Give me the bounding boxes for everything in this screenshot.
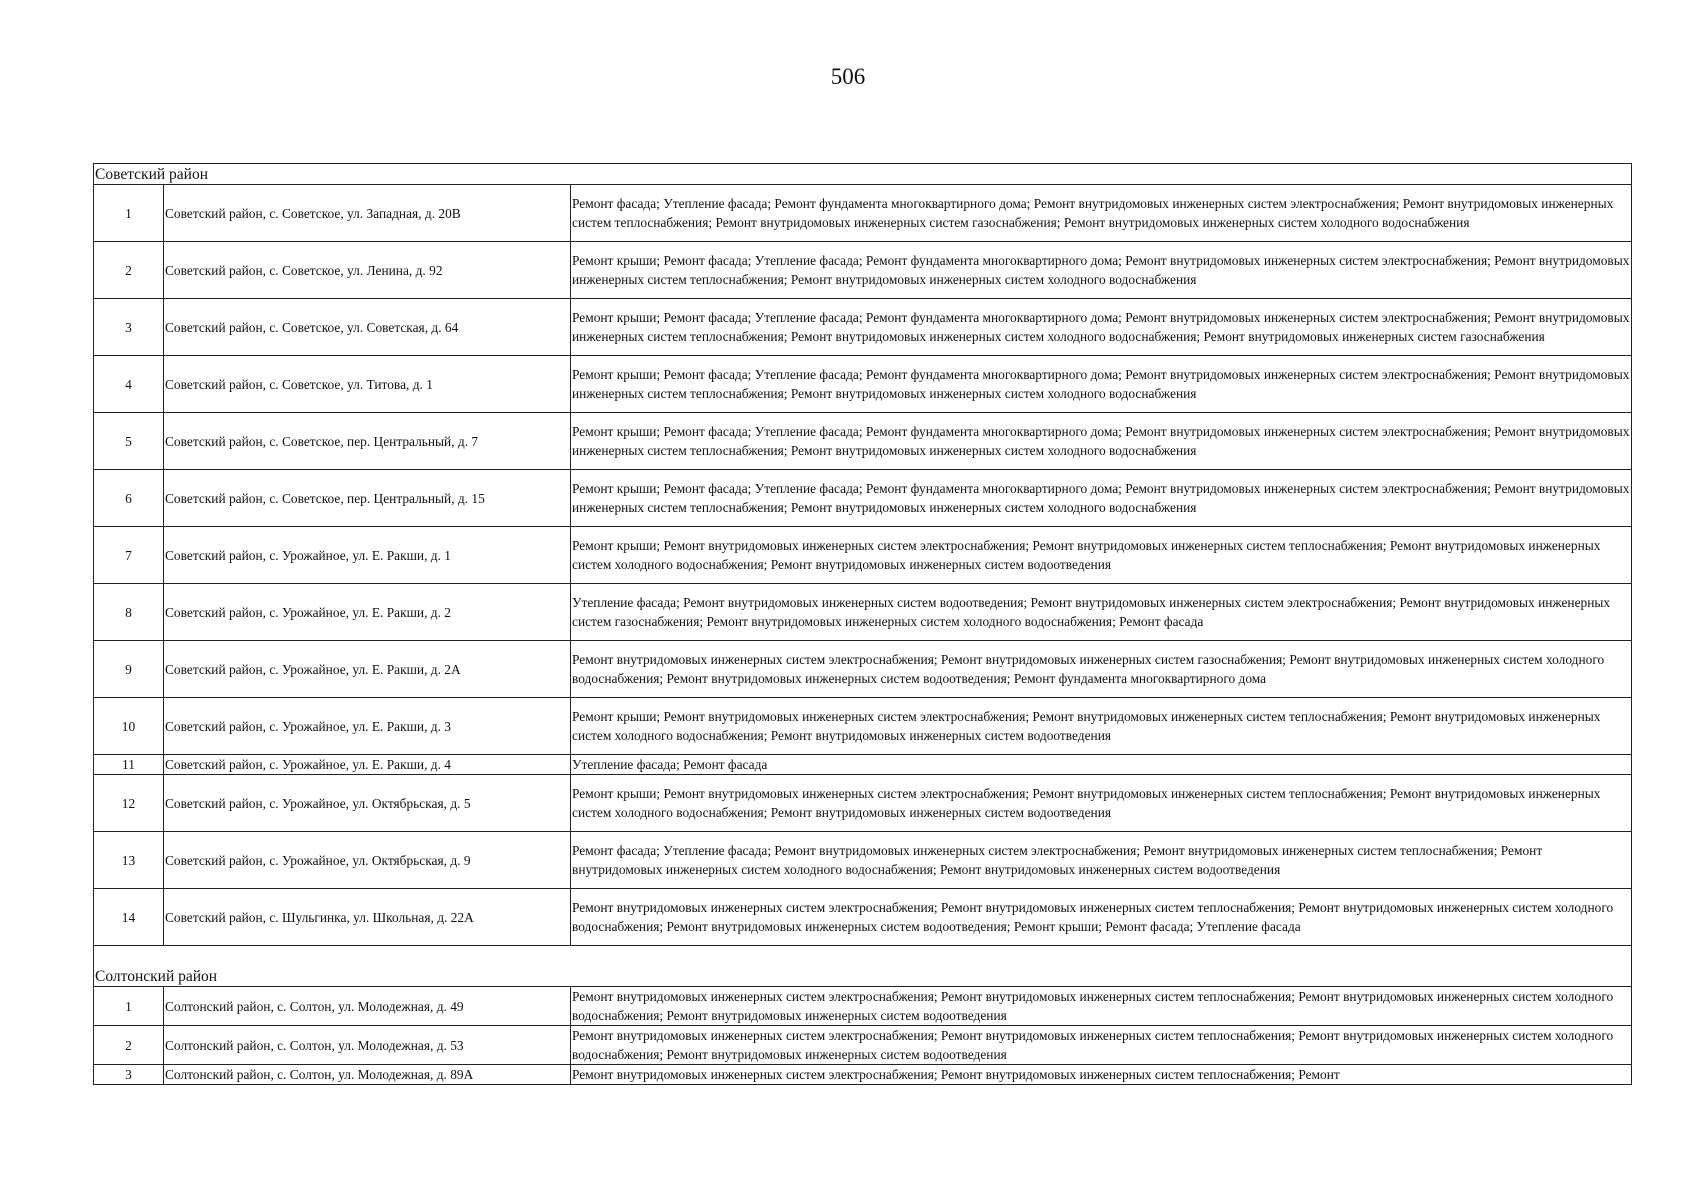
row-address: Советский район, с. Советское, ул. Западная, д. 20В xyxy=(164,185,571,242)
row-works: Ремонт внутридомовых инженерных систем электроснабжения; Ремонт внутридомовых инженерных систем газоснабжения; Ремонт внутридомовых инженерных систем холодного водоснабжения; Ремонт внутридомовых инженерных систем водоотведения; Ремонт фундамента многоквартирного дома xyxy=(571,641,1632,698)
row-number: 7 xyxy=(94,527,164,584)
row-works: Ремонт крыши; Ремонт фасада; Утепление фасада; Ремонт фундамента многоквартирного дома; Ремонт внутридомовых инженерных систем электроснабжения; Ремонт внутридомовых инженерных систем теплоснабжения; Ремонт внутридомовых инженерных систем холодного водоснабжения xyxy=(571,413,1632,470)
row-works: Ремонт крыши; Ремонт внутридомовых инженерных систем электроснабжения; Ремонт внутридомовых инженерных систем теплоснабжения; Ремонт внутридомовых инженерных систем холодного водоснабжения; Ремонт внутридомовых инженерных систем водоотведения xyxy=(571,698,1632,755)
row-works: Ремонт внутридомовых инженерных систем электроснабжения; Ремонт внутридомовых инженерных систем теплоснабжения; Ремонт xyxy=(571,1065,1632,1085)
row-address: Советский район, с. Урожайное, ул. Октябрьская, д. 5 xyxy=(164,775,571,832)
row-address: Советский район, с. Советское, ул. Советская, д. 64 xyxy=(164,299,571,356)
table-row xyxy=(94,641,1632,698)
row-works: Ремонт крыши; Ремонт внутридомовых инженерных систем электроснабжения; Ремонт внутридомовых инженерных систем теплоснабжения; Ремонт внутридомовых инженерных систем холодного водоснабжения; Ремонт внутридомовых инженерных систем водоотведения xyxy=(571,527,1632,584)
row-address: Солтонский район, с. Солтон, ул. Молодежная, д. 53 xyxy=(164,1026,571,1065)
table-row xyxy=(94,1065,1632,1085)
row-works: Ремонт крыши; Ремонт фасада; Утепление фасада; Ремонт фундамента многоквартирного дома; Ремонт внутридомовых инженерных систем электроснабжения; Ремонт внутридомовых инженерных систем теплоснабжения; Ремонт внутридомовых инженерных систем холодного водоснабжения xyxy=(571,470,1632,527)
row-number: 14 xyxy=(94,889,164,946)
table-row xyxy=(94,470,1632,527)
row-address: Советский район, с. Урожайное, ул. Октябрьская, д. 9 xyxy=(164,832,571,889)
row-works: Ремонт крыши; Ремонт внутридомовых инженерных систем электроснабжения; Ремонт внутридомовых инженерных систем теплоснабжения; Ремонт внутридомовых инженерных систем холодного водоснабжения; Ремонт внутридомовых инженерных систем водоотведения xyxy=(571,775,1632,832)
table-row xyxy=(94,356,1632,413)
row-number: 6 xyxy=(94,470,164,527)
table-row xyxy=(94,775,1632,832)
row-number: 1 xyxy=(94,185,164,242)
row-works: Ремонт внутридомовых инженерных систем электроснабжения; Ремонт внутридомовых инженерных систем теплоснабжения; Ремонт внутридомовых инженерных систем холодного водоснабжения; Ремонт внутридомовых инженерных систем водоотведения; Ремонт крыши; Ремонт фасада; Утепление фасада xyxy=(571,889,1632,946)
row-works: Ремонт крыши; Ремонт фасада; Утепление фасада; Ремонт фундамента многоквартирного дома; Ремонт внутридомовых инженерных систем электроснабжения; Ремонт внутридомовых инженерных систем теплоснабжения; Ремонт внутридомовых инженерных систем холодного водоснабжения xyxy=(571,242,1632,299)
row-address: Советский район, с. Урожайное, ул. Е. Ракши, д. 1 xyxy=(164,527,571,584)
row-address: Советский район, с. Советское, ул. Титова, д. 1 xyxy=(164,356,571,413)
section-header-row xyxy=(94,946,1632,987)
table-body xyxy=(94,164,1632,1085)
row-number: 4 xyxy=(94,356,164,413)
row-number: 10 xyxy=(94,698,164,755)
table-row xyxy=(94,698,1632,755)
row-works: Утепление фасада; Ремонт фасада xyxy=(571,755,1632,775)
row-number: 2 xyxy=(94,242,164,299)
row-number: 3 xyxy=(94,299,164,356)
row-works: Утепление фасада; Ремонт внутридомовых инженерных систем водоотведения; Ремонт внутридомовых инженерных систем электроснабжения; Ремонт внутридомовых инженерных систем газоснабжения; Ремонт внутридомовых инженерных систем холодного водоснабжения; Ремонт фасада xyxy=(571,584,1632,641)
table-row xyxy=(94,1026,1632,1065)
row-number: 13 xyxy=(94,832,164,889)
page-number: 506 xyxy=(830,64,866,89)
row-address: Советский район, с. Шульгинка, ул. Школьная, д. 22А xyxy=(164,889,571,946)
row-address: Советский район, с. Советское, ул. Ленина, д. 92 xyxy=(164,242,571,299)
table-row xyxy=(94,987,1632,1026)
row-address: Советский район, с. Урожайное, ул. Е. Ракши, д. 4 xyxy=(164,755,571,775)
table-row xyxy=(94,185,1632,242)
row-number: 9 xyxy=(94,641,164,698)
table-row xyxy=(94,413,1632,470)
row-address: Советский район, с. Советское, пер. Центральный, д. 7 xyxy=(164,413,571,470)
row-address: Советский район, с. Урожайное, ул. Е. Ракши, д. 2А xyxy=(164,641,571,698)
row-works: Ремонт крыши; Ремонт фасада; Утепление фасада; Ремонт фундамента многоквартирного дома; Ремонт внутридомовых инженерных систем электроснабжения; Ремонт внутридомовых инженерных систем теплоснабжения; Ремонт внутридомовых инженерных систем холодного водоснабжения xyxy=(571,356,1632,413)
section-title: Солтонский район xyxy=(95,968,218,985)
row-address: Советский район, с. Урожайное, ул. Е. Ракши, д. 2 xyxy=(164,584,571,641)
row-address: Советский район, с. Советское, пер. Центральный, д. 15 xyxy=(164,470,571,527)
row-works: Ремонт внутридомовых инженерных систем электроснабжения; Ремонт внутридомовых инженерных систем теплоснабжения; Ремонт внутридомовых инженерных систем холодного водоснабжения; Ремонт внутридомовых инженерных систем водоотведения xyxy=(571,987,1632,1026)
row-works: Ремонт фасада; Утепление фасада; Ремонт фундамента многоквартирного дома; Ремонт внутридомовых инженерных систем электроснабжения; Ремонт внутридомовых инженерных систем теплоснабжения; Ремонт внутридомовых инженерных систем газоснабжения; Ремонт внутридомовых инженерных систем холодного водоснабжения xyxy=(571,185,1632,242)
row-address: Солтонский район, с. Солтон, ул. Молодежная, д. 89А xyxy=(164,1065,571,1085)
row-number: 12 xyxy=(94,775,164,832)
row-works: Ремонт крыши; Ремонт фасада; Утепление фасада; Ремонт фундамента многоквартирного дома; Ремонт внутридомовых инженерных систем электроснабжения; Ремонт внутридомовых инженерных систем теплоснабжения; Ремонт внутридомовых инженерных систем холодного водоснабжения; Ремонт внутридомовых инженерных систем газоснабжения xyxy=(571,299,1632,356)
repair-table xyxy=(93,163,1632,1085)
table-row xyxy=(94,527,1632,584)
table-row xyxy=(94,832,1632,889)
row-works: Ремонт внутридомовых инженерных систем электроснабжения; Ремонт внутридомовых инженерных систем теплоснабжения; Ремонт внутридомовых инженерных систем холодного водоснабжения; Ремонт внутридомовых инженерных систем водоотведения xyxy=(571,1026,1632,1065)
table-row xyxy=(94,242,1632,299)
row-address: Советский район, с. Урожайное, ул. Е. Ракши, д. 3 xyxy=(164,698,571,755)
table-row xyxy=(94,584,1632,641)
row-address: Солтонский район, с. Солтон, ул. Молодежная, д. 49 xyxy=(164,987,571,1026)
row-number: 5 xyxy=(94,413,164,470)
table-row xyxy=(94,889,1632,946)
table-row xyxy=(94,755,1632,775)
row-number: 8 xyxy=(94,584,164,641)
row-number: 2 xyxy=(94,1026,164,1065)
section-title: Советский район xyxy=(95,166,209,183)
row-number: 11 xyxy=(94,755,164,775)
row-number: 1 xyxy=(94,987,164,1026)
row-number: 3 xyxy=(94,1065,164,1085)
table-row xyxy=(94,299,1632,356)
section-header-row xyxy=(94,164,1632,185)
row-works: Ремонт фасада; Утепление фасада; Ремонт внутридомовых инженерных систем электроснабжения; Ремонт внутридомовых инженерных систем теплоснабжения; Ремонт внутридомовых инженерных систем холодного водоснабжения; Ремонт внутридомовых инженерных систем водоотведения xyxy=(571,832,1632,889)
